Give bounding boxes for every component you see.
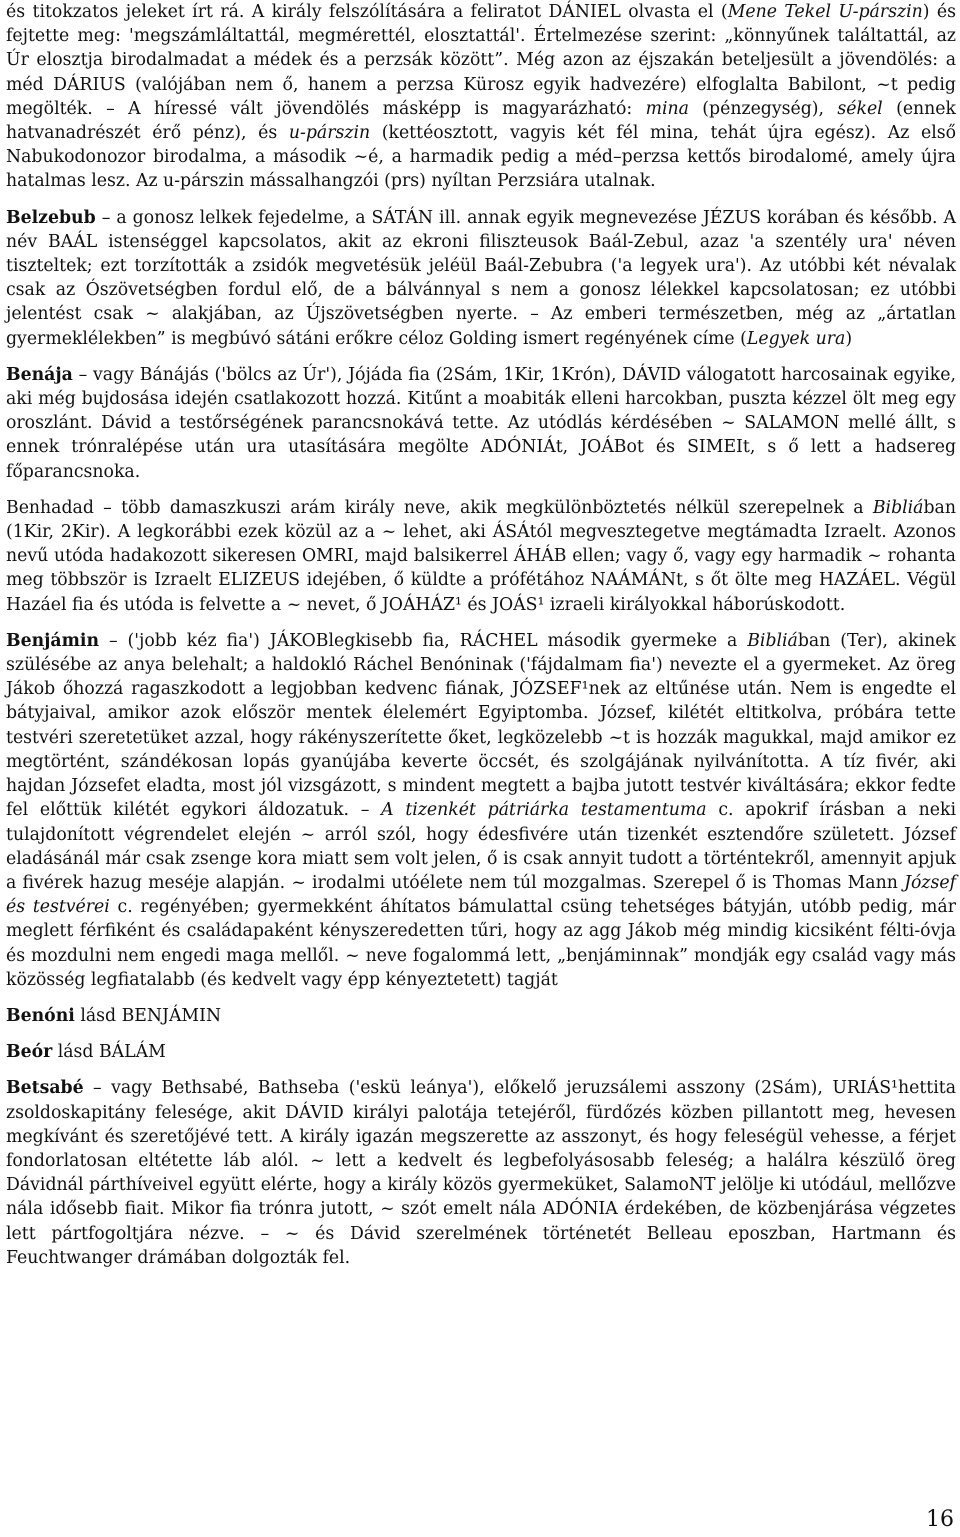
cross-reference: ÁSÁ — [492, 522, 530, 543]
entry-text: c. regényében; gyermekként áhítatos bámulattal csüng tehetséges bátyján, utóbb pedig, már meglett férfiként és családapaként kényszeredetten tűri, hogy az agg Jákob még mindig kicsiként félti-óvja és mozdulni nem engedi maga mellől. ~ neve fogalommá lett, „benjáminnak” mondják egy család vagy más közösség legfiatalabb (és kedvelt vagy épp kényeztetett) tagját — [6, 897, 956, 990]
cross-reference: SIMEI — [687, 437, 743, 458]
cross-reference: JÓZSEF — [512, 679, 582, 700]
entry-text: ill. annak egyik megnevezése — [433, 207, 703, 228]
page-number: 16 — [926, 1507, 954, 1532]
entry-headword: Benája — [6, 364, 73, 385]
entry-text: (pénzegység), — [688, 98, 838, 119]
entry-text: és titokzatos jeleket írt rá. A király felszólítására a feliratot — [6, 2, 549, 22]
italic-term: A tizenkét pátriárka testamentuma — [381, 800, 707, 821]
document-page — [6, 0, 956, 1282]
entry-text: második gyermeke a — [537, 630, 748, 651]
entry-text: olvasta el ( — [620, 2, 728, 22]
cross-reference: SÁTÁN — [371, 207, 434, 228]
cross-reference: DÁRIUS — [53, 74, 126, 95]
italic-term: u-párszin — [288, 123, 371, 144]
entry-text: ban (1Kir, 2Kir). A legkorábbi ezek közül az a ~ lehet, aki — [6, 497, 956, 543]
entry-text: t, — [555, 437, 581, 458]
entry-daniel-continuation — [6, 0, 956, 194]
entry-benoni — [6, 1004, 956, 1028]
entry-text: – vagy Bánájás ('bölcs az Úr'), Jójáda fia (2Sám, 1Kir, 1Krón), — [72, 364, 623, 385]
italic-term: sékel — [837, 98, 883, 119]
italic-term: József és testvérei — [6, 872, 956, 918]
entry-text: (kettéosztott, vagyis két fél mina, tehát újra egész). Az első Nabukodonozor birodalma, a második ~é, a harmadik pedig a méd–perzsa kettős birodalomé, amely újra hatalmas lesz. Az u-párszin mássalhangzói (prs) nyíltan Perzsiára utalnak. — [6, 123, 956, 192]
entry-headword: Betsabé — [6, 1078, 84, 1099]
cross-reference: JOÁS — [492, 594, 538, 615]
entry-text: – a gonosz lelkek fejedelme, a — [95, 207, 372, 228]
entry-text: – vagy Bethsabé, Bathseba ('eskü leánya'), előkelő jeruzsálemi asszony (2Sám), — [83, 1078, 833, 1099]
entry-text: , majd balsikerrel — [353, 546, 514, 567]
entry-text: jelölje ki utódául, mellőzve nála idősebb fiait. Mikor fia trónra jutott, ~ szót emelt nála — [6, 1175, 956, 1220]
entry-text: (ennek hatvanadrészét érő pénz), és — [6, 98, 957, 144]
entry-headword: Belzebub — [6, 207, 96, 228]
entry-text: istenséggel kapcsolatos, akit az ekroni filiszteusok Baál-Zebul, azaz 'a szentély ura' néven tiszteltek; ezt torzították a zsidók megvetésük jeléül Baál-Zebubra ('a legyek ura'). Az utóbbi két névalak csak az Ószövetségben fordul elő, de a bálvánnyal s nem a gonosz lélekkel kapcsolatosan; ez utóbbi jelentést csak ~ alakjában, az Újszövetségben nyerte. – Az emberi természetben, még az „ártatlan gyermeklélekben” is megbúvó sátáni erőkre céloz Golding ismert regényének címe ( — [6, 231, 956, 349]
entry-text: tól megvesztegetve megtámadta Izraelt. Azonos nevű utóda hadakozott sikeresen — [6, 522, 956, 567]
entry-text: ¹ izraeli királyokkal háborúskodott. — [537, 594, 846, 615]
cross-reference: ADÓNIA — [542, 1199, 618, 1220]
cross-reference: URIÁS — [832, 1078, 892, 1099]
entry-text: legkisebb fia, — [328, 630, 460, 651]
entry-text: t, s őt ölte meg — [676, 570, 819, 591]
cross-reference: JÁKOB — [269, 630, 329, 651]
entry-text: ellen; vagy ő, vagy egy harmadik ~ rohanta meg többször is Izraelt — [6, 546, 956, 591]
italic-term: Legyek ura — [746, 328, 846, 349]
entry-text: (valójában nem ő, hanem a perzsa Kürosz egyik hadvezére) elfoglalta Babilont, ~t pedig megölték. – A híressé vált jövendölés másképp is magyarázható: — [6, 74, 956, 119]
cross-reference: OMRI — [301, 546, 354, 567]
entry-text: ¹hettita zsoldoskapitány felesége, akit — [6, 1078, 956, 1123]
entry-belzebub — [6, 206, 956, 351]
cross-reference: NT — [688, 1175, 716, 1196]
entry-benhadad — [6, 496, 956, 617]
entry-betsabe — [6, 1076, 956, 1270]
cross-reference: SALAMON — [744, 413, 840, 434]
entry-text: korában és később. A név — [6, 207, 956, 252]
entry-headword: Benjámin — [6, 630, 100, 651]
entry-text: – ('jobb kéz fia') — [99, 630, 270, 651]
entry-headword: Benóni — [6, 1005, 75, 1026]
italic-term: Bibliá — [872, 497, 924, 518]
italic-term: mina — [645, 98, 689, 119]
entry-text: ¹ és — [455, 594, 493, 615]
cross-reference: ELIZEUS — [218, 570, 301, 591]
cross-reference: JÉZUS — [702, 207, 761, 228]
entry-text: ot és — [626, 437, 688, 458]
cross-reference: JOÁB — [580, 437, 627, 458]
entry-text: c. apokrif írásban a neki tulajdonított végrendelet elején ~ arról szól, hogy édesfivére után tizenkét esztendőre született. József eladásánál már csak zsenge kora miatt sem volt jelen, ő is csak annyit tudott a történtekről, amennyit apjuk a fivérek hazug meséje alapján. ~ irodalmi utóélete nem túl mozgalmas. Szerepel ő is Thomas Mann — [6, 800, 956, 893]
entry-text: válogatott harcosainak egyike, aki még bujdosása idején csatlakozott hozzá. Kitűnt a moabiták elleni harcokban, puszta kézzel ölt meg egy oroszlánt. Dávid a testőrségének parancsnokává tette. Az utódlás kérdésében ~ — [6, 364, 956, 434]
cross-reference: ADÓNIÁ — [480, 437, 556, 458]
entry-headword: Beór — [6, 1042, 53, 1063]
entry-text: lásd — [74, 1005, 122, 1026]
entry-text: ¹nek az eltűnése után. Nem is engedte el bátyjaival, amikor azok először mentek élelemért Egyiptomba. József, kilétét eltitkolva, próbára tette testvéri szeretetüket azzal, hogy rákényszerítette őket, legközelebb ~t is hozzák magukkal, majd amikor ez megtörtént, szándékosan lopás gyanújába keverte öccsét, és szolgájának nyilvánította. A tíz fivér, aki hajdan Józsefet eladta, most jól vizsgázott, s mindent megtett a bajba jutott testvér kiváltására; ekkor fedte fel előttük kilétét egykori áldozatuk. – — [6, 679, 956, 821]
italic-term: Bibliá — [747, 630, 798, 651]
entry-text: mellé állt, s ennek trónralépése után ura utasítására megölte — [6, 413, 956, 458]
cross-reference: BÁLÁM — [98, 1042, 166, 1063]
entry-text: idejében, ő küldte a prófétához — [300, 570, 591, 591]
entry-text: ) és fejtette meg: 'megszámláltattál, megmérettél, elosztattál'. Értelmezése szerint: „könnyűnek találtattál, az Úr elosztja birodalmadat a médek és a perzsák között”. Még azon az éjszakán beteljesült a jövendölés: a méd — [6, 2, 957, 95]
entry-text: érdekében, de közbenjárása végzetes lett pártfogoltjára nézve. – ~ és Dávid szerelmének történetét Belleau eposzban, Hartmann és Feuchtwanger drámában dolgozták fel. — [6, 1199, 956, 1268]
entry-benjamin — [6, 629, 956, 992]
entry-text: Benhadad – több damaszkuszi arám király neve, akik megkülönböztetés nélkül szerepelnek a — [6, 497, 873, 518]
cross-reference: NAÁMÁN — [590, 570, 677, 591]
cross-reference: HAZÁEL — [818, 570, 895, 591]
entry-text: ) — [845, 328, 853, 349]
entry-text: királyi palotája tetejéről, fürdőzés közben pillantott meg, hevesen megkívánt és szeretőjévé tett. A király igazán megszerette az asszonyt, és hogy feleségül vehesse, a férjet fondorlatosan eltétette láb alól. ~ lett a kedvelt és legbefolyásosabb feleség; a halálra készülő öreg Dávidnál párthíveivel együtt elérte, hogy a király közös gyermeküket, Salamo — [6, 1102, 956, 1196]
entry-beor — [6, 1040, 956, 1064]
italic-term: Mene Tekel U-párszin — [727, 2, 923, 22]
cross-reference: DÁNIEL — [548, 2, 621, 22]
cross-reference: BAÁL — [48, 231, 98, 252]
cross-reference: DÁVID — [622, 364, 681, 385]
cross-reference: RÁCHEL — [459, 630, 538, 651]
cross-reference: BENJÁMIN — [121, 1005, 222, 1026]
entry-text: ban (Ter), akinek szülésébe az anya belehalt; a haldokló Ráchel Benóninak ('fájdalmam fia') nevezte el a gyermeket. Az öreg Jákob őhozzá ragaszkodott a legjobban kedvenc fiának, — [6, 630, 956, 700]
entry-benaja — [6, 363, 956, 484]
cross-reference: JOÁHÁZ — [381, 594, 455, 615]
entry-text: t, s ő lett a hadsereg főparancsnoka. — [6, 437, 957, 482]
entry-text: lásd — [52, 1042, 99, 1063]
cross-reference: ÁHÁB — [513, 546, 567, 567]
cross-reference: DÁVID — [285, 1102, 344, 1123]
entry-text: . Végül Hazáel fia és utóda is felvette a ~ nevet, ő — [6, 570, 956, 615]
